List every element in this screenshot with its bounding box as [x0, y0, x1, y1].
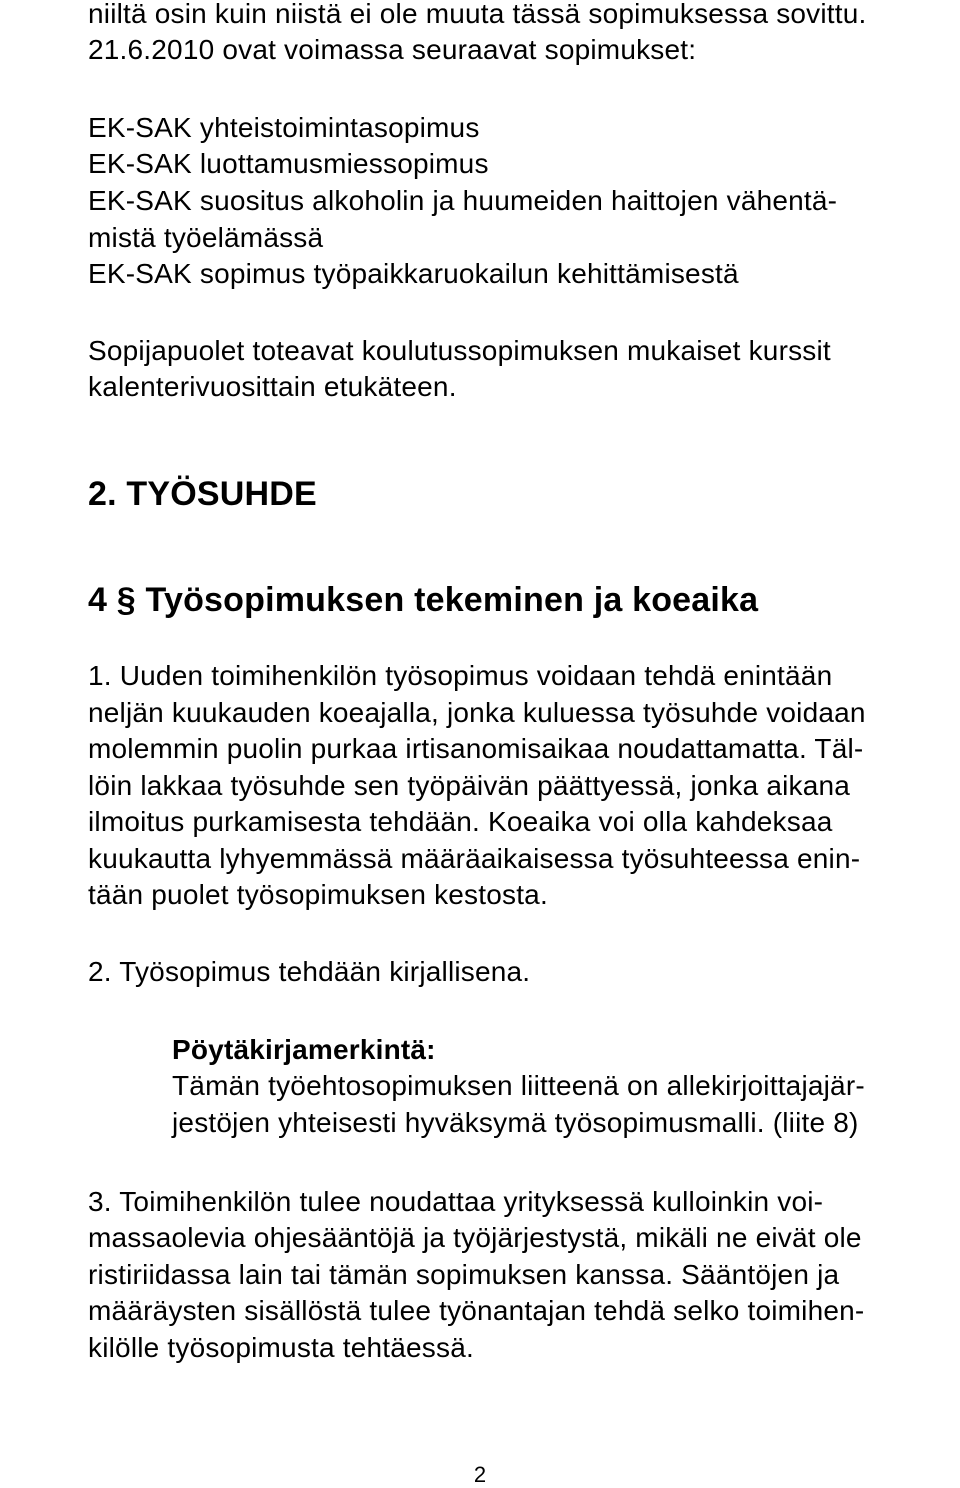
paragraph-heading: 4 § Työsopimuksen tekeminen ja koeaika: [88, 581, 759, 619]
point1-line-6: kuukautta lyhyemmässä määräaikaisessa työsuhteessa enin-: [88, 843, 861, 874]
note-label: Pöytäkirjamerkintä:: [172, 1034, 436, 1065]
point3-line-3: ristiriidassa lain tai tämän sopimuksen kanssa. Sääntöjen ja: [88, 1259, 840, 1290]
point1-line-4: löin lakkaa työsuhde sen työpäivän päättyessä, jonka aikana: [88, 770, 851, 801]
courses-line-1: Sopijapuolet toteavat koulutussopimuksen mukaiset kurssit: [88, 335, 831, 366]
courses-line-2: kalenterivuosittain etukäteen.: [88, 371, 457, 402]
intro-line-2: 21.6.2010 ovat voimassa seuraavat sopimukset:: [88, 34, 697, 65]
point1-line-5: ilmoitus purkamisesta tehdään. Koeaika voi olla kahdeksaa: [88, 806, 833, 837]
note-line-2: jestöjen yhteisesti hyväksymä työsopimusmalli. (liite 8): [172, 1107, 859, 1138]
point2-text: 2. Työsopimus tehdään kirjallisena.: [88, 956, 531, 987]
point3-line-4: määräysten sisällöstä tulee työnantajan tehdä selko toimihen-: [88, 1295, 865, 1326]
agreement-item-3: EK-SAK suositus alkoholin ja huumeiden haittojen vähentä-: [88, 185, 838, 216]
point3-line-5: kilölle työsopimusta tehtäessä.: [88, 1332, 474, 1363]
point3-line-1: 3. Toimihenkilön tulee noudattaa yrityksessä kulloinkin voi-: [88, 1186, 824, 1217]
point1-line-2: neljän kuukauden koeajalla, jonka kuluessa työsuhde voidaan: [88, 697, 866, 728]
point3-line-2: massaolevia ohjesääntöjä ja työjärjestystä, mikäli ne eivät ole: [88, 1222, 862, 1253]
page-number: 2: [473, 1462, 487, 1487]
note-line-1: Tämän työehtosopimuksen liitteenä on allekirjoittajajär-: [172, 1070, 865, 1101]
agreement-item-2: EK-SAK luottamusmiessopimus: [88, 148, 489, 179]
intro-line-1: niiltä osin kuin niistä ei ole muuta tässä sopimuksessa sovittu.: [88, 0, 867, 29]
point1-line-7: tään puolet työsopimuksen kestosta.: [88, 879, 548, 910]
agreement-item-4: EK-SAK sopimus työpaikkaruokailun kehittämisestä: [88, 258, 739, 289]
section-heading: 2. TYÖSUHDE: [88, 475, 317, 513]
point1-line-1: 1. Uuden toimihenkilön työsopimus voidaan tehdä enintään: [88, 660, 833, 691]
point1-line-3: molemmin puolin purkaa irtisanomisaikaa noudattamatta. Täl-: [88, 733, 864, 764]
agreement-item-1: EK-SAK yhteistoimintasopimus: [88, 112, 480, 143]
agreement-item-3-cont: mistä työelämässä: [88, 222, 324, 253]
